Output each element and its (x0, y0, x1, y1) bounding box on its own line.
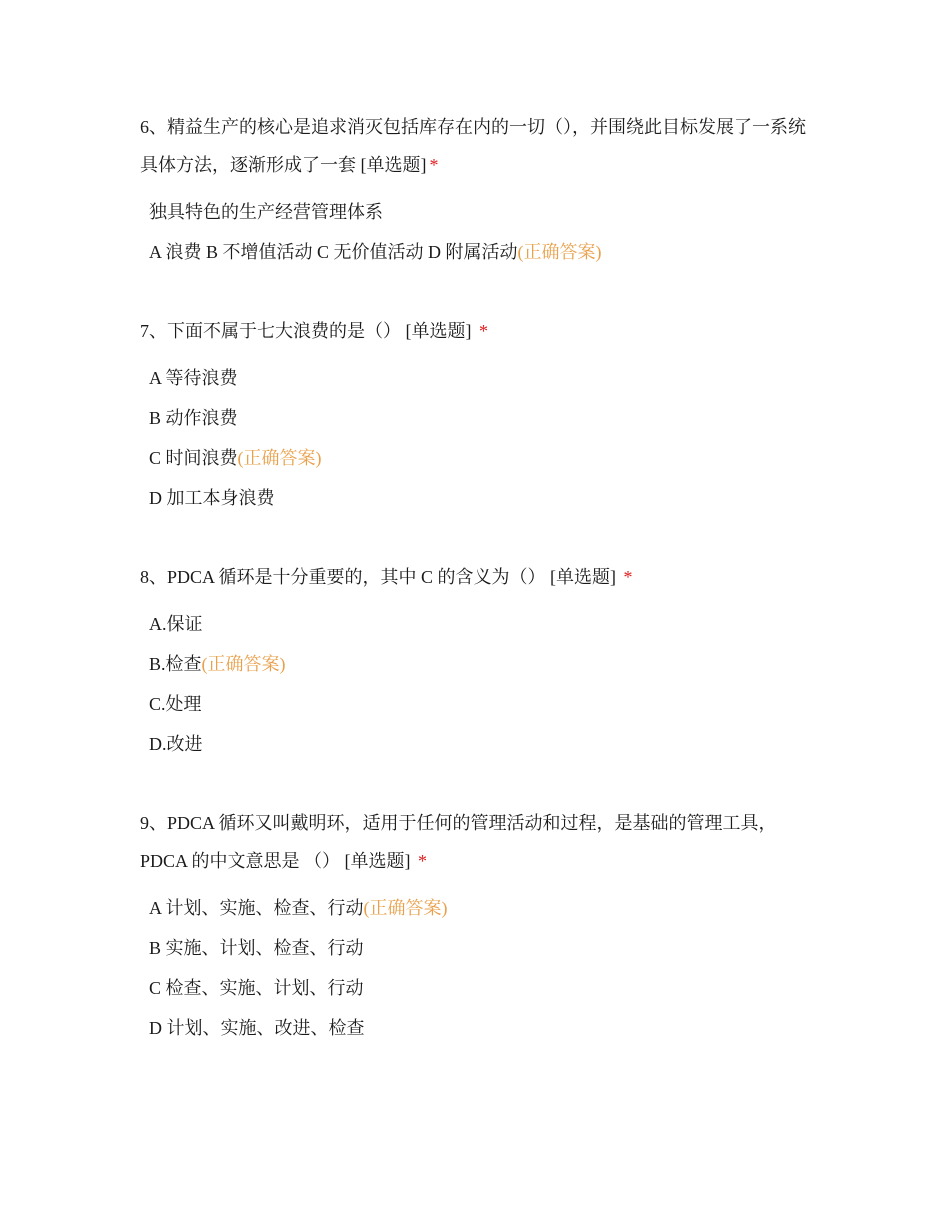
option-text: C.处理 (149, 694, 202, 714)
option-text: A 计划、实施、检查、行动 (149, 898, 364, 918)
option-item[interactable] (149, 192, 820, 232)
correct-answer-marker: (正确答案) (201, 654, 286, 674)
question-9 (140, 804, 820, 1048)
option-item[interactable] (149, 358, 820, 398)
option-text: C 检查、实施、计划、行动 (149, 978, 364, 998)
option-item[interactable] (149, 644, 820, 684)
option-item[interactable] (149, 928, 820, 968)
question-text: 9、PDCA 循环又叫戴明环，适用于任何的管理活动和过程，是基础的管理工具，PDCA 的中文意思是 （） (140, 813, 777, 871)
option-item[interactable] (149, 232, 820, 272)
option-text: B.检查 (149, 654, 202, 674)
correct-answer-marker: (正确答案) (237, 448, 322, 468)
option-item[interactable] (149, 968, 820, 1008)
option-text: D 计划、实施、改进、检查 (149, 1018, 365, 1038)
question-8 (140, 558, 820, 764)
option-item[interactable] (149, 604, 820, 644)
option-text: A 浪费 B 不增值活动 C 无价值活动 D 附属活动 (149, 242, 518, 262)
question-text: 6、精益生产的核心是追求消灭包括库存在内的一切（），并围绕此目标发展了一系统具体方法，逐渐形成了一套 (140, 117, 806, 175)
option-text: D 加工本身浪费 (149, 488, 275, 508)
option-item[interactable] (149, 438, 820, 478)
question-title (140, 804, 820, 880)
question-type-label: [单选题] (344, 851, 411, 871)
option-text: A.保证 (149, 614, 203, 634)
correct-answer-marker: (正确答案) (363, 898, 448, 918)
required-star: * (479, 321, 488, 341)
question-7 (140, 312, 820, 518)
question-type-label: [单选题] (550, 567, 617, 587)
required-star: * (418, 851, 428, 871)
option-item[interactable] (149, 398, 820, 438)
correct-answer-marker: (正确答案) (517, 242, 602, 262)
option-text: B 动作浪费 (149, 408, 238, 428)
option-item[interactable] (149, 888, 820, 928)
option-text: A 等待浪费 (149, 368, 238, 388)
option-item[interactable] (149, 1008, 820, 1048)
question-text: 7、下面不属于七大浪费的是（） (140, 321, 406, 341)
question-title (140, 558, 820, 596)
required-star: * (429, 155, 439, 175)
survey-page (140, 108, 820, 1088)
option-item[interactable] (149, 684, 820, 724)
question-title (140, 108, 820, 184)
option-text: 独具特色的生产经营管理体系 (149, 202, 383, 222)
option-text: B 实施、计划、检查、行动 (149, 938, 364, 958)
question-6 (140, 108, 820, 272)
required-star: * (623, 567, 633, 587)
option-text: D.改进 (149, 734, 203, 754)
question-text: 8、PDCA 循环是十分重要的，其中 C 的含义为（） (140, 567, 551, 587)
option-item[interactable] (149, 724, 820, 764)
question-type-label: [单选题] (360, 155, 427, 175)
question-title (140, 312, 820, 350)
option-item[interactable] (149, 478, 820, 518)
option-text: C 时间浪费 (149, 448, 238, 468)
question-type-label: [单选题] (405, 321, 472, 341)
